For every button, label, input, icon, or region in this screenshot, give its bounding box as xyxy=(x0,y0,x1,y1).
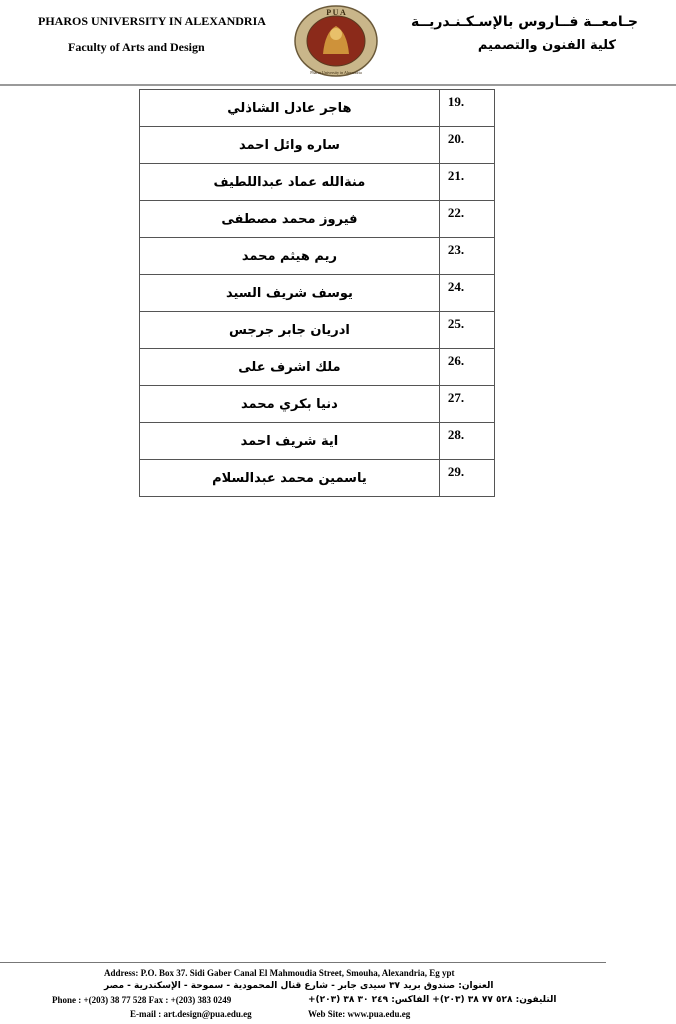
table-row xyxy=(140,312,495,349)
footer-website[interactable]: Web Site: www.pua.edu.eg xyxy=(308,1009,411,1019)
table-row xyxy=(140,349,495,386)
logo-top-text: P U A xyxy=(326,8,346,17)
university-name-ar: جـامعــة فــاروس بالإسـكـنـدريــة xyxy=(411,14,638,30)
footer-address-ar: العنوان: صندوق بريد ٣٧ سيدى جابر - شارع قنال المحمودية - سموحة - الإسكندرية - مصر xyxy=(104,981,494,991)
student-name-cell: ريم هيثم محمد xyxy=(140,238,440,275)
table-row xyxy=(140,275,495,312)
student-name-cell: هاجر عادل الشاذلي xyxy=(140,90,440,127)
row-number-cell: 24. xyxy=(439,275,494,312)
row-number-cell: 27. xyxy=(439,386,494,423)
header-arabic xyxy=(411,14,638,53)
table-row xyxy=(140,127,495,164)
row-number-cell: 19. xyxy=(439,90,494,127)
row-number-cell: 20. xyxy=(439,127,494,164)
student-name-cell: يوسف شريف السيد xyxy=(140,275,440,312)
table-row xyxy=(140,386,495,423)
table-row xyxy=(140,201,495,238)
student-name-cell: اية شريف احمد xyxy=(140,423,440,460)
student-name-cell: ملك اشرف على xyxy=(140,349,440,386)
student-name-cell: ادريان جابر جرجس xyxy=(140,312,440,349)
student-name-cell: منةالله عماد عبداللطيف xyxy=(140,164,440,201)
university-logo xyxy=(293,4,379,78)
logo-head xyxy=(330,28,342,40)
table-row xyxy=(140,460,495,497)
row-number-cell: 21. xyxy=(439,164,494,201)
table-row xyxy=(140,423,495,460)
footer-phone-fax-ar: التليفون: ٥٢٨ ٧٧ ٣٨ (٢٠٣)+ الفاكس: ٢٤٩ ٣٠ ٣٨ (٢٠٣)+ xyxy=(308,995,557,1005)
row-number-cell: 29. xyxy=(439,460,494,497)
footer-divider xyxy=(0,962,606,963)
university-name-en: PHAROS UNIVERSITY IN ALEXANDRIA xyxy=(38,14,266,28)
row-number-cell: 23. xyxy=(439,238,494,275)
student-list-table xyxy=(139,89,495,497)
footer-address-en: Address: P.O. Box 37. Sidi Gaber Canal El Mahmoudia Street, Smouha, Alexandria, Eg ypt xyxy=(104,968,455,978)
footer-email[interactable]: E-mail : art.design@pua.edu.eg xyxy=(130,1009,252,1019)
table-row xyxy=(140,164,495,201)
student-name-cell: ساره وائل احمد xyxy=(140,127,440,164)
logo-ring-text: Pharos University in Alexandria xyxy=(310,70,362,75)
student-name-cell: دنيا بكري محمد xyxy=(140,386,440,423)
faculty-name-en: Faculty of Arts and Design xyxy=(68,40,205,54)
student-name-cell: فيروز محمد مصطفى xyxy=(140,201,440,238)
header-english xyxy=(38,14,266,54)
table-row xyxy=(140,238,495,275)
header-divider xyxy=(0,84,676,86)
table-row xyxy=(140,90,495,127)
faculty-name-ar: كلية الفنون والتصميم xyxy=(477,38,616,53)
row-number-cell: 28. xyxy=(439,423,494,460)
row-number-cell: 25. xyxy=(439,312,494,349)
student-name-cell: ياسمين محمد عبدالسلام xyxy=(140,460,440,497)
row-number-cell: 26. xyxy=(439,349,494,386)
footer-phone-fax-en: Phone : +(203) 38 77 528 Fax : +(203) 383 0249 xyxy=(52,995,232,1005)
row-number-cell: 22. xyxy=(439,201,494,238)
